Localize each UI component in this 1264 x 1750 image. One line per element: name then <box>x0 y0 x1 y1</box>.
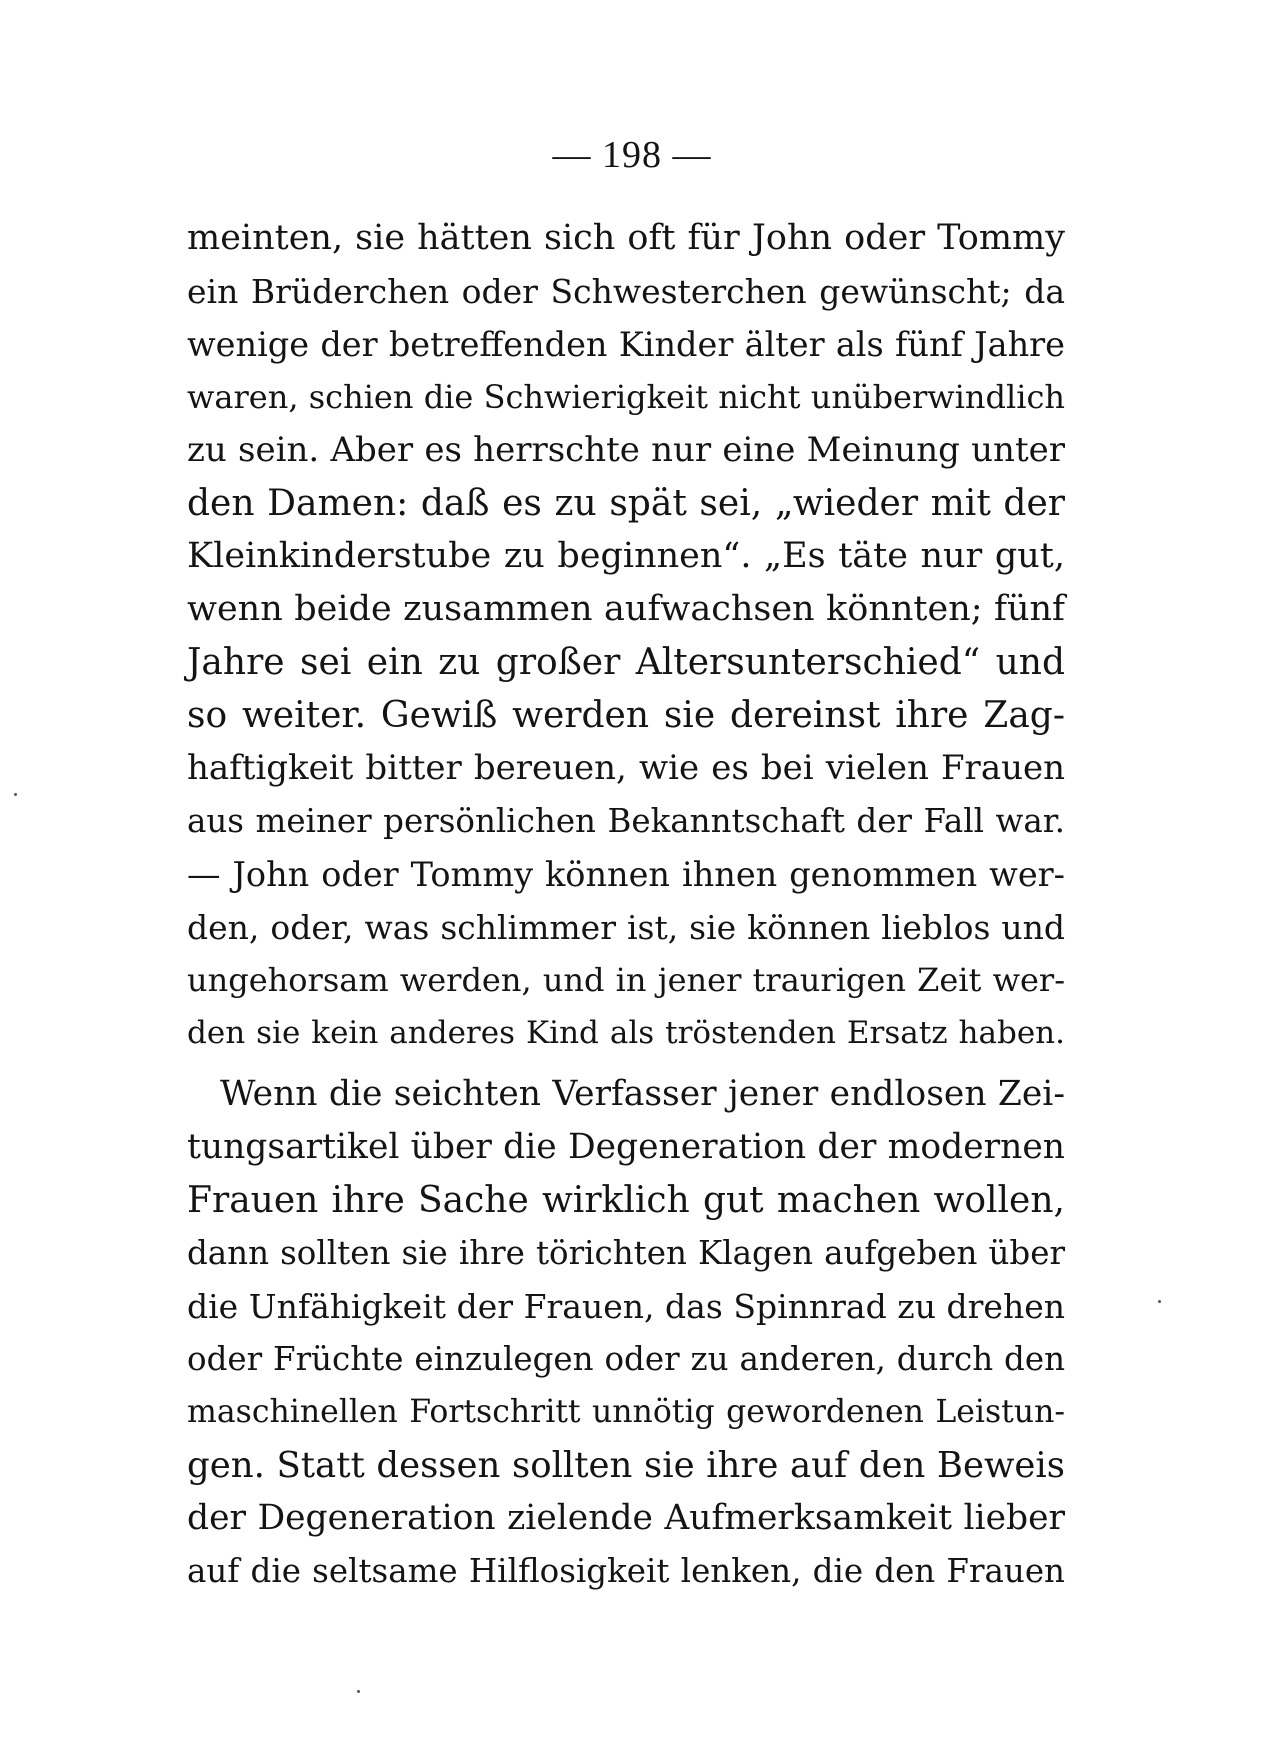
text-line: zu sein. Aber es herrschte nur eine Meinung unter <box>187 430 1065 470</box>
paragraph-1 <box>187 212 1065 1060</box>
text-line: Jahre sei ein zu großer Altersunterschied“ und <box>187 642 1065 683</box>
text-line: — John oder Tommy können ihnen genommen wer- <box>187 855 1065 894</box>
text-line: aus meiner persönlichen Bekanntschaft der Fall war. <box>187 802 1065 840</box>
text-line: waren, schien die Schwierigkeit nicht unüberwindlich <box>187 378 1065 416</box>
text-line: Frauen ihre Sache wirklich gut machen wollen, <box>187 1180 1065 1221</box>
page-number: — 198 — <box>552 134 712 176</box>
text-line: den sie kein anderes Kind als tröstenden Ersatz haben. <box>187 1015 1065 1051</box>
text-line: haftigkeit bitter bereuen, wie es bei vielen Frauen <box>187 748 1065 788</box>
text-line: den, oder, was schlimmer ist, sie können lieblos und <box>187 908 1065 947</box>
text-line: wenige der betreffenden Kinder älter als fünf Jahre <box>187 325 1065 364</box>
paragraph-2 <box>187 1068 1065 1598</box>
text-line: maschinellen Fortschritt unnötig gewordenen Leistun- <box>187 1394 1065 1430</box>
text-line: so weiter. Gewiß werden sie dereinst ihre Zag- <box>187 695 1065 736</box>
text-line: ungehorsam werden, und in jener traurigen Zeit wer- <box>187 961 1065 999</box>
text-line: meinten, sie hätten sich oft für John oder Tommy <box>187 218 1065 258</box>
text-line: Wenn die seichten Verfasser jener endlosen Zei- <box>220 1074 1065 1114</box>
scan-speck <box>357 1690 360 1693</box>
body-text <box>187 212 1065 1598</box>
text-line: oder Früchte einzulegen oder zu anderen, durch den <box>187 1340 1065 1378</box>
text-line: ein Brüderchen oder Schwesterchen gewünscht; da <box>187 272 1065 311</box>
text-line: der Degeneration zielende Aufmerksamkeit lieber <box>187 1498 1065 1538</box>
text-line: den Damen: daß es zu spät sei, „wieder mit der <box>187 483 1065 524</box>
text-line: gen. Statt dessen sollten sie ihre auf den Beweis <box>187 1445 1065 1486</box>
scan-speck <box>14 793 17 796</box>
text-line: die Unfähigkeit der Frauen, das Spinnrad zu drehen <box>187 1287 1065 1326</box>
scan-speck <box>1158 1300 1161 1303</box>
text-line: wenn beide zusammen aufwachsen könnten; fünf <box>187 589 1065 629</box>
text-line: auf die seltsame Hilflosigkeit lenken, die den Frauen <box>187 1552 1065 1590</box>
text-line: dann sollten sie ihre törichten Klagen aufgeben über <box>187 1234 1065 1272</box>
text-line: tungsartikel über die Degeneration der modernen <box>187 1127 1065 1167</box>
text-line: Kleinkinderstube zu beginnen“. „Es täte nur gut, <box>187 536 1065 576</box>
paragraph-gap <box>187 1060 1065 1068</box>
